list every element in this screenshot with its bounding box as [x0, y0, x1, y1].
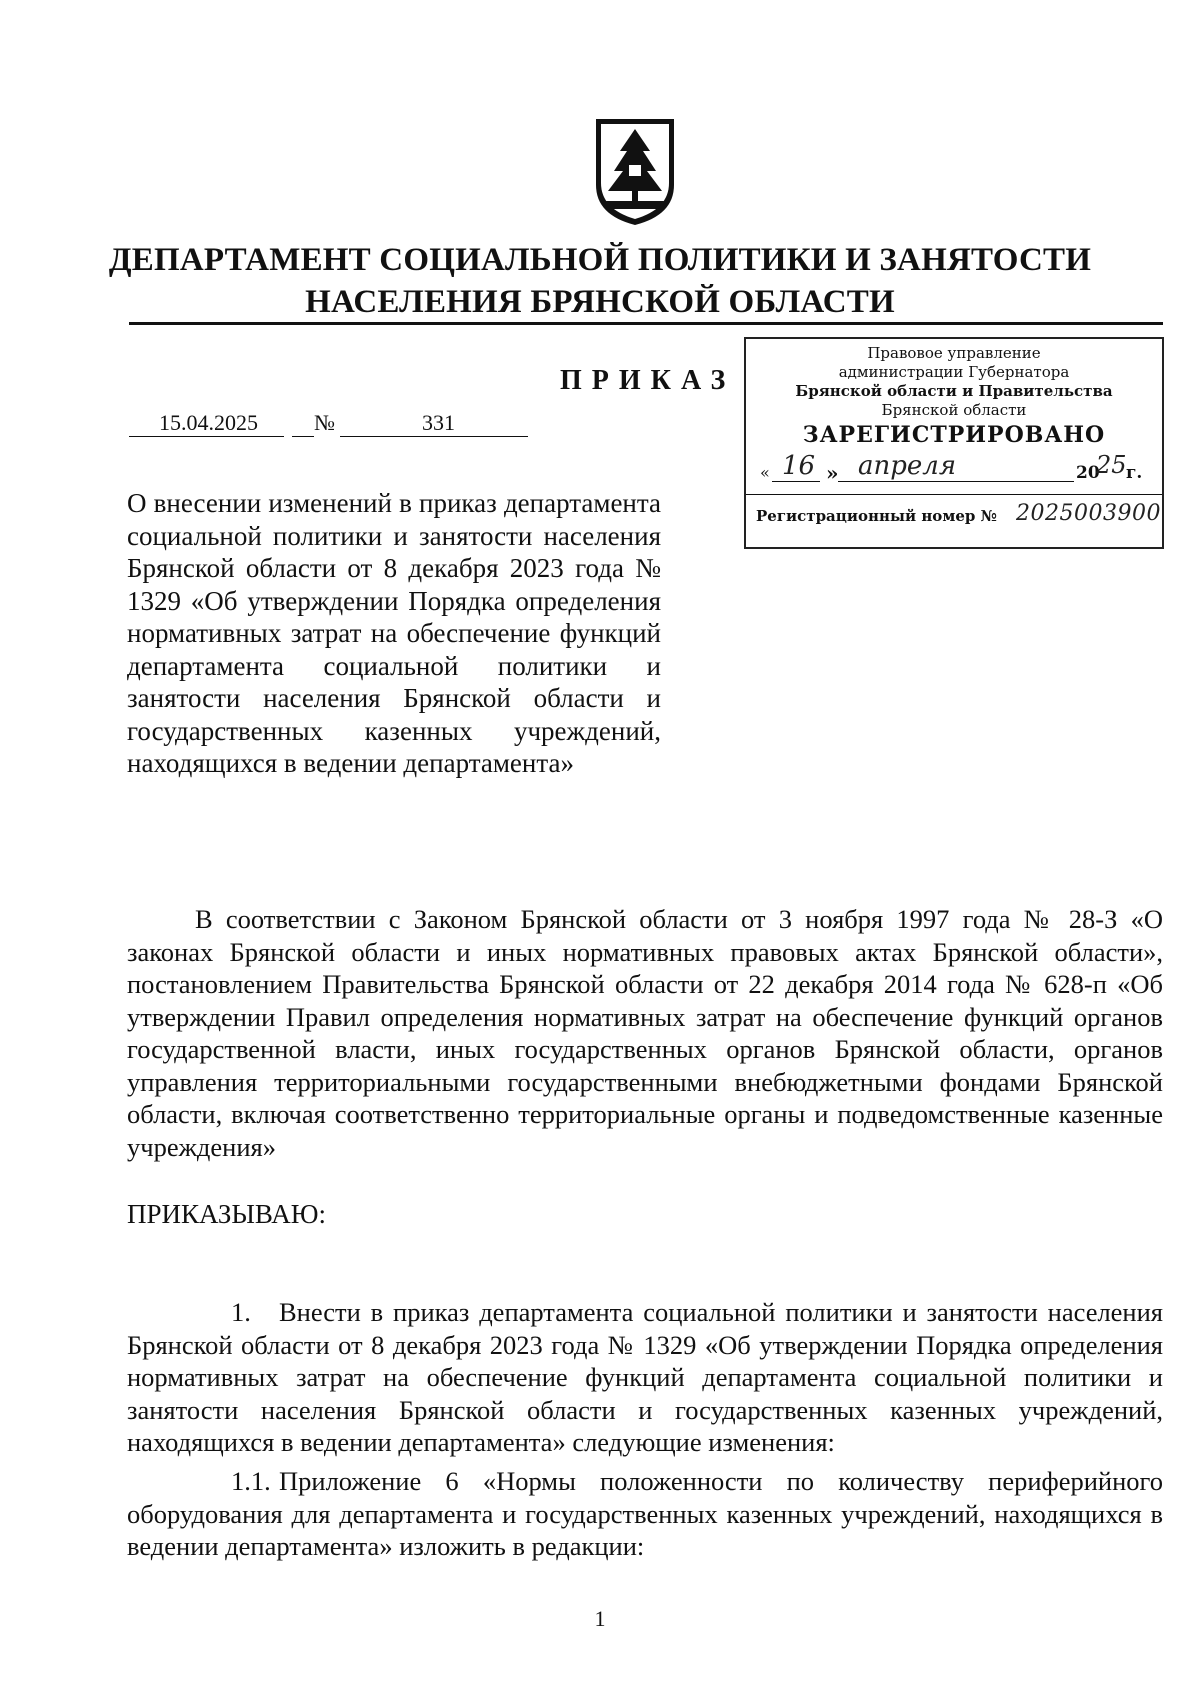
department-name-line1: ДЕПАРТАМЕНТ СОЦИАЛЬНОЙ ПОЛИТИКИ И ЗАНЯТОСТИ: [108, 242, 1092, 278]
item-1-number: 1.: [231, 1297, 251, 1327]
stamp-month: апреля: [858, 451, 957, 481]
stamp-reg-number: 2025003900: [1016, 501, 1161, 526]
stamp-line2: администрации Губернатора: [838, 363, 1070, 381]
stamp-day: 16: [782, 451, 816, 481]
order-number-label: №: [314, 410, 335, 435]
document-type-title: ПРИКАЗ: [560, 365, 736, 396]
registration-stamp: [744, 337, 1164, 549]
stamp-line1: Правовое управление: [867, 344, 1041, 362]
stamp-reg-label: Регистрационный номер №: [756, 507, 997, 525]
order-subject: О внесении изменений в приказ департамента социальной политики и занятости населения Брянской области от 8 декабря 2023 года № 1329 «Об утверждении Порядка определения нормативных затрат на обеспечение функций департамента социальной политики и занятости населения Брянской области и государственных казенных учреждений, находящихся в ведении департамента»: [127, 488, 661, 778]
item-1-text: Внести в приказ департамента социальной политики и занятости населения Брянской области от 8 декабря 2023 года № 1329 «Об утверждении Порядка определения нормативных затрат на обеспечение функций департамента социальной политики и занятости населения Брянской области и государственных казенных учреждений, находящихся в ведении департамента» следующие изменения:: [127, 1297, 1163, 1457]
order-item-1: [127, 1296, 1163, 1459]
stamp-registered: ЗАРЕГИСТРИРОВАНО: [802, 422, 1106, 448]
stamp-reg-row: [746, 503, 1162, 533]
order-date: 15.04.2025: [159, 410, 258, 435]
stamp-line3: Брянской области и Правительства: [795, 382, 1113, 400]
stamp-year-suffix: 25: [1096, 451, 1127, 479]
page-number: 1: [594, 1606, 606, 1631]
item-1-1-number: 1.1.: [231, 1466, 271, 1496]
preamble-paragraph: В соответствии с Законом Брянской области от 3 ноября 1997 года № 28-З «О законах Брянской области и иных нормативных правовых актах Брянской области», постановлением Правительства Брянской области от 22 декабря 2014 года № 628-п «Об утверждении Правил определения нормативных затрат на обеспечение функций органов государственной власти, иных государственных органов Брянской области, органов управления территориальными государственными внебюджетными фондами Брянской области, включая соответственно территориальные органы и подведомственные казенные учреждения»: [127, 904, 1163, 1162]
coat-of-arms-icon: [592, 115, 678, 227]
department-name-line2: НАСЕЛЕНИЯ БРЯНСКОЙ ОБЛАСТИ: [305, 284, 895, 320]
directive-heading: ПРИКАЗЫВАЮ:: [127, 1199, 326, 1229]
stamp-year-unit: г.: [1126, 463, 1143, 483]
order-number: 331: [422, 410, 455, 435]
item-1-1-text: Приложение 6 «Нормы положенности по количеству периферийного оборудования для департамента и государственных казенных учреждений, находящихся в ведении департамента» изложить в редакции:: [127, 1466, 1163, 1561]
stamp-year-prefix: 20: [1076, 463, 1100, 483]
stamp-quote-open: «: [760, 463, 770, 482]
order-item-1-1: [127, 1465, 1163, 1563]
stamp-date-row: [746, 451, 1162, 487]
stamp-line4: Брянской области: [881, 401, 1027, 419]
stamp-quote-close: »: [826, 461, 839, 485]
header-divider: [129, 322, 1163, 325]
